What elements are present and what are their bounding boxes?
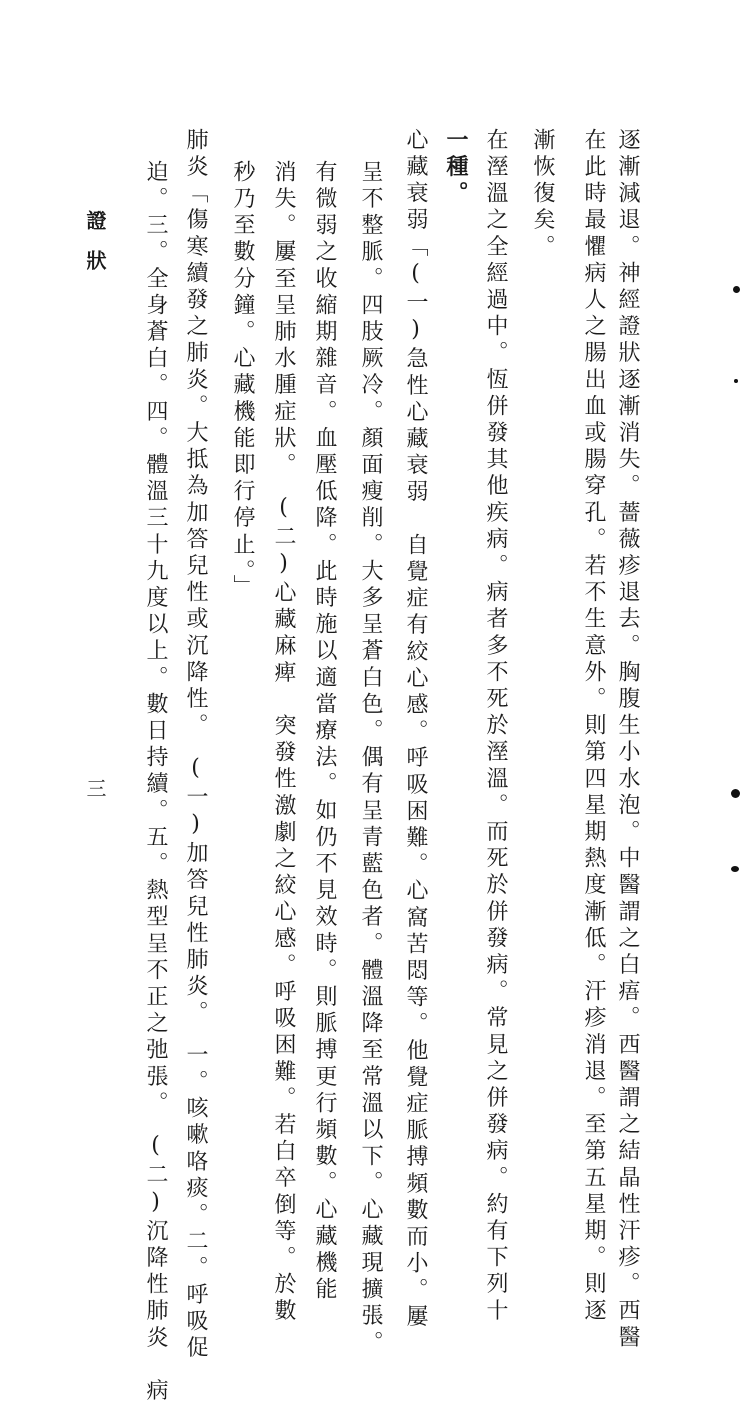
running-header: 證 狀 — [83, 210, 107, 270]
text-column-4: 在溼溫之全經過中。恆併發其他疾病。病者多不死於溼溫。而死於併發病。常見之併發病。約有下列十 — [483, 128, 508, 1325]
text-column-10: 秒乃至數分鐘。心藏機能即行停止。」 — [230, 160, 255, 602]
text-column-6: 心藏衰弱「(一)急性心藏衰弱 自覺症有絞心感。呼吸困難。心窩苦悶等。他覺症脈搏頻數而小。屢 — [403, 128, 428, 1331]
text-column-1: 逐漸減退。神經證狀逐漸消失。薔薇疹退去。胸腹生小水泡。中醫謂之白痦。西醫謂之結晶性汗疹。西醫 — [615, 128, 640, 1352]
text-column-8: 有微弱之收縮期雜音。血壓低降。此時施以適當療法。如仍不見效時。則脈搏更行頻數。心藏機能 — [312, 160, 337, 1304]
binding-hole-mark — [731, 789, 740, 798]
text-column-3: 漸恢復矣。 — [530, 128, 555, 261]
text-column-2: 在此時最懼病人之腸出血或腸穿孔。若不生意外。則第四星期熱度漸低。汗疹消退。至第五星期。則逐 — [581, 128, 606, 1325]
binding-hole-mark — [731, 866, 739, 872]
binding-hole-mark — [734, 379, 738, 383]
page-number: 三 — [83, 778, 107, 798]
text-column-9: 消失。屢至呈肺水腫症狀。 (二)心藏麻痺 突發性激劇之絞心感。呼吸困難。若白卒倒等。於數 — [271, 160, 296, 1326]
text-column-7: 呈不整脈。四肢厥冷。顏面瘦削。大多呈蒼白色。偶有呈青藍色者。體溫降至常溫以下。心藏現擴張。 — [358, 160, 383, 1357]
binding-hole-mark — [733, 286, 740, 293]
text-column-5: 一種。 — [443, 128, 469, 208]
text-column-11: 肺炎「傷寒續發之肺炎。大抵為加答兒性或沉降性。 (一)加答兒性肺炎。 一。咳嗽咯痰。二。呼吸促 — [183, 128, 208, 1363]
text-column-12: 迫。三。全身蒼白。四。體溫三十九度以上。數日持續。五。熱型呈不正之弛張。 (二)沉降性肺炎 病 — [143, 160, 168, 1405]
